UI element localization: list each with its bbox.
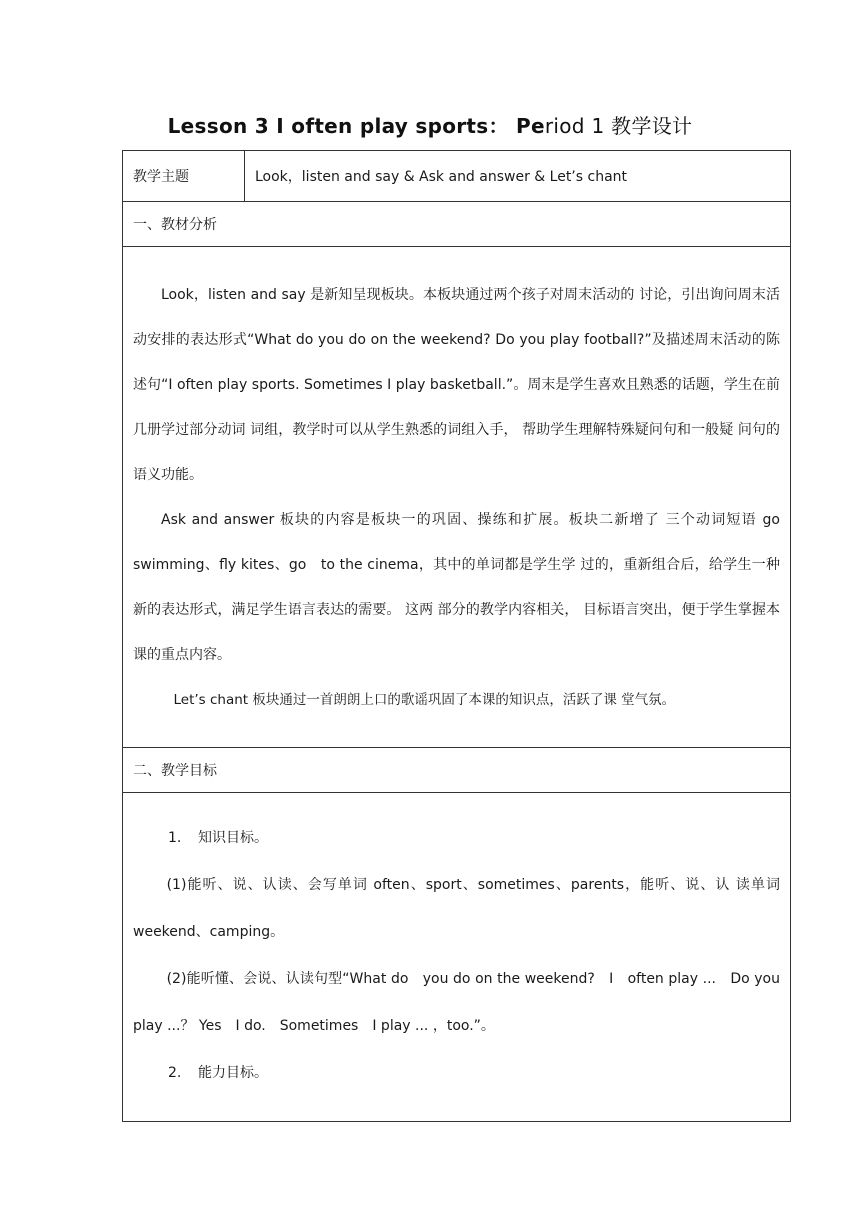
section2-heading-row: [123, 748, 791, 793]
goal-knowledge-title: 知识目标。: [198, 830, 268, 846]
analysis-paragraph-look-listen-say: Look，listen and say 是新知呈现板块。本板块通过两个孩子对周末活动的 讨论，引出询问周末活动安排的表达形式“What do you do on the weekend? Do you play football?”及描述周末活动的陈述句“I often play sports. Sometimes I play basketball.”。周末是学生喜欢且熟悉的话题，学生在前几册学过部分动词 词组，教学时可以从学生熟悉的词组入手， 帮助学生理解特殊疑问句和一般疑 问句的语义功能。: [133, 287, 780, 483]
topic-value-cell: Look，listen and say & Ask and answer & Let’s chant: [245, 151, 791, 202]
section1-content-row: [123, 247, 791, 748]
goal-ability-number: 2.: [168, 1065, 182, 1081]
section1-heading: 一、教材分析: [123, 202, 791, 247]
section2-content: [123, 793, 791, 1122]
goal-knowledge: [133, 815, 780, 862]
section1-heading-row: [123, 202, 791, 247]
document-title: [0, 110, 860, 142]
section2-content-row: [123, 793, 791, 1122]
analysis-paragraph-ask-answer: Ask and answer 板块的内容是板块一的巩固、操练和扩展。板块二新增了 三个动词短语 go swimming、fly kites、go to the cinema，其中的单词都是学生学 过的，重新组合后，给学生一种新的表达形式，满足学生语言表达的需要。 这两 部分的教学内容相关， 目标语言突出，便于学生掌握本课的重点内容。: [133, 512, 780, 663]
document-title-bold: Lesson 3 I often play sports： Pe: [167, 114, 545, 138]
goal-ability-title: 能力目标。: [198, 1065, 268, 1081]
lesson-plan-table: [122, 150, 791, 1122]
section2-heading: 二、教学目标: [123, 748, 791, 793]
topic-row: [123, 151, 791, 202]
document-title-rest: riod 1 教学设计: [544, 114, 693, 138]
goal-knowledge-number: 1.: [168, 830, 182, 846]
topic-label-cell: 教学主题: [123, 151, 245, 202]
analysis-paragraph-chant: Let’s chant 板块通过一首朗朗上口的歌谣巩固了本课的知识点，活跃了课 堂气氛。: [173, 692, 676, 708]
goal-knowledge-item-1: (1)能听、说、认读、会写单词 often、sport、sometimes、parents，能听、说、认 读单词 weekend、camping。: [133, 877, 780, 940]
goal-knowledge-item-2: (2)能听懂、会说、认读句型“What do you do on the weekend? I often play ... Do you play ...？ Yes I do. Sometimes I play ... ，too.”。: [133, 971, 780, 1034]
section1-content: [123, 247, 791, 748]
goal-ability: [133, 1050, 780, 1097]
